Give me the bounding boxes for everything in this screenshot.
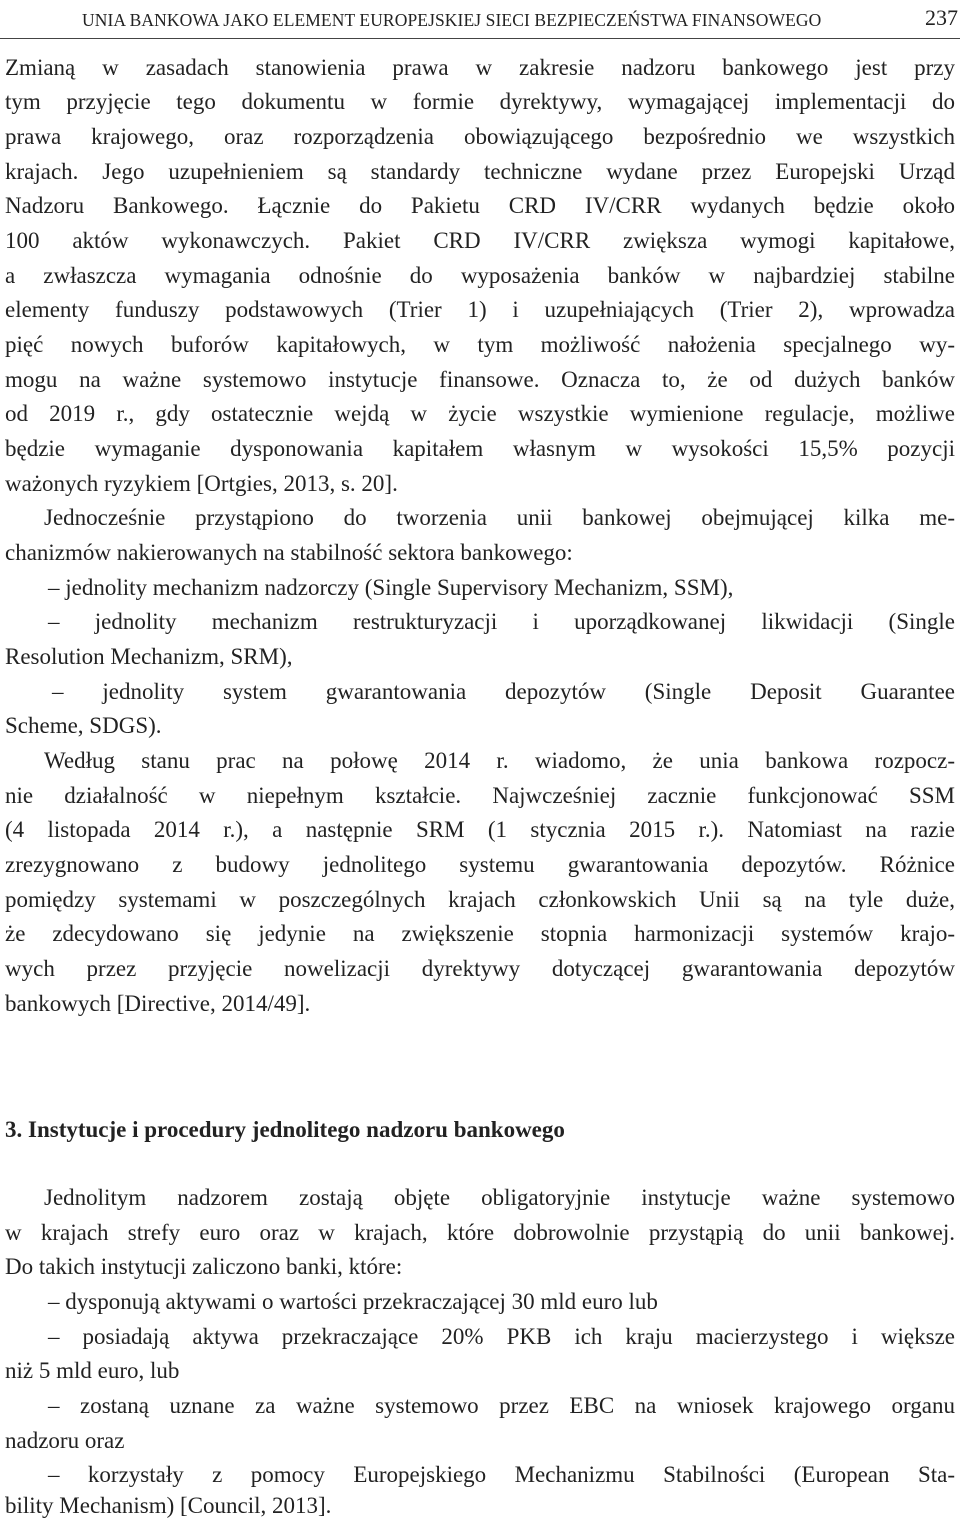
- list-1-item: – jednolity mechanizm nadzorczy (Single Supervisory Mechanizm, SSM),: [48, 575, 734, 600]
- list-2-item-continuation: nadzoru oraz: [5, 1428, 125, 1453]
- paragraph-3-line: bankowych [Directive, 2014/49].: [5, 991, 311, 1016]
- paragraph-3-line: Według stanu prac na połowę 2014 r. wiadomo, że unia bankowa rozpocz-: [44, 748, 955, 773]
- paragraph-4-line: Do takich instytucji zaliczono banki, które:: [5, 1254, 403, 1279]
- paragraph-1-line: ważonych ryzykiem [Ortgies, 2013, s. 20].: [5, 471, 398, 496]
- list-1-item: – jednolity system gwarantowania depozytów (Single Deposit Guarantee: [52, 679, 955, 704]
- list-2-item: – posiadają aktywa przekraczające 20% PKB ich kraju macierzystego i większe: [48, 1324, 955, 1349]
- paragraph-3-line: pomiędzy systemami w poszczególnych krajach członkowskich Unii są na tyle duże,: [5, 887, 955, 912]
- paragraph-1-line: mogu na ważne systemowo instytucje finansowe. Oznacza to, że od dużych banków: [5, 367, 955, 392]
- paragraph-1-line: Nadzoru Bankowego. Łącznie do Pakietu CRD IV/CRR wydanych będzie około: [5, 193, 955, 218]
- paragraph-4-line: Jednolitym nadzorem zostają objęte obligatoryjnie instytucje ważne systemowo: [44, 1185, 955, 1210]
- list-1-item: – jednolity mechanizm restrukturyzacji i uporządkowanej likwidacji (Single: [48, 609, 955, 634]
- paragraph-1-line: Zmianą w zasadach stanowienia prawa w zakresie nadzoru bankowego jest przy: [5, 55, 955, 80]
- list-1-item-continuation: Scheme, SDGS).: [5, 713, 162, 738]
- paragraph-1-line: będzie wymaganie dysponowania kapitałem własnym w wysokości 15,5% pozycji: [5, 436, 955, 461]
- list-2-item-continuation: bility Mechanism) [Council, 2013].: [5, 1493, 332, 1518]
- paragraph-1-line: 100 aktów wykonawczych. Pakiet CRD IV/CRR zwiększa wymogi kapitałowe,: [5, 228, 955, 253]
- list-2-item-continuation: niż 5 mld euro, lub: [5, 1358, 180, 1383]
- paragraph-3-line: nie działalność w niepełnym kształcie. Najwcześniej zacznie funkcjonować SSM: [5, 783, 955, 808]
- paragraph-1-line: elementy funduszy podstawowych (Trier 1) i uzupełniających (Trier 2), wprowadza: [5, 297, 955, 322]
- paragraph-1-line: pięć nowych buforów kapitałowych, w tym możliwość nałożenia specjalnego wy-: [5, 332, 955, 357]
- list-2-item: – zostaną uznane za ważne systemowo przez EBC na wniosek krajowego organu: [48, 1393, 955, 1418]
- paragraph-4-line: w krajach strefy euro oraz w krajach, które dobrowolnie przystąpią do unii bankowej.: [5, 1220, 955, 1245]
- page-header: [0, 4, 960, 39]
- page-number: 237: [925, 5, 958, 30]
- paragraph-1-line: prawa krajowego, oraz rozporządzenia obowiązującego bezpośrednio we wszystkich: [5, 124, 955, 149]
- list-1-item-continuation: Resolution Mechanizm, SRM),: [5, 644, 293, 669]
- list-2-item: – korzystały z pomocy Europejskiego Mechanizmu Stabilności (European Sta-: [48, 1462, 955, 1487]
- paragraph-1-line: krajach. Jego uzupełnieniem są standardy techniczne wydane przez Europejski Urząd: [5, 159, 955, 184]
- paragraph-1-line: a zwłaszcza wymagania odnośnie do wyposażenia banków w najbardziej stabilne: [5, 263, 955, 288]
- paragraph-3-line: że zdecydowano się jedynie na zwiększenie stopnia harmonizacji systemów krajo-: [5, 921, 955, 946]
- running-head: UNIA BANKOWA JAKO ELEMENT EUROPEJSKIEJ SIECI BEZPIECZEŃSTWA FINANSOWEGO: [82, 10, 822, 30]
- paragraph-1-line: od 2019 r., gdy ostatecznie wejdą w życie wszystkie wymienione regulacje, możliwe: [5, 401, 955, 426]
- paragraph-1-line: tym przyjęcie tego dokumentu w formie dyrektywy, wymagającej implementacji do: [5, 89, 955, 114]
- paragraph-2-line: Jednocześnie przystąpiono do tworzenia unii bankowej obejmującej kilka me-: [44, 505, 955, 530]
- paragraph-2-line: chanizmów nakierowanych na stabilność sektora bankowego:: [5, 540, 573, 565]
- section-heading: 3. Instytucje i procedury jednolitego nadzoru bankowego: [5, 1117, 565, 1142]
- paragraph-3-line: zrezygnowano z budowy jednolitego systemu gwarantowania depozytów. Różnice: [5, 852, 955, 877]
- paragraph-3-line: wych przez przyjęcie nowelizacji dyrektywy dotyczącej gwarantowania depozytów: [5, 956, 955, 981]
- list-2-item: – dysponują aktywami o wartości przekraczającej 30 mld euro lub: [48, 1289, 658, 1314]
- paragraph-3-line: (4 listopada 2014 r.), a następnie SRM (1 stycznia 2015 r.). Natomiast na razie: [5, 817, 955, 842]
